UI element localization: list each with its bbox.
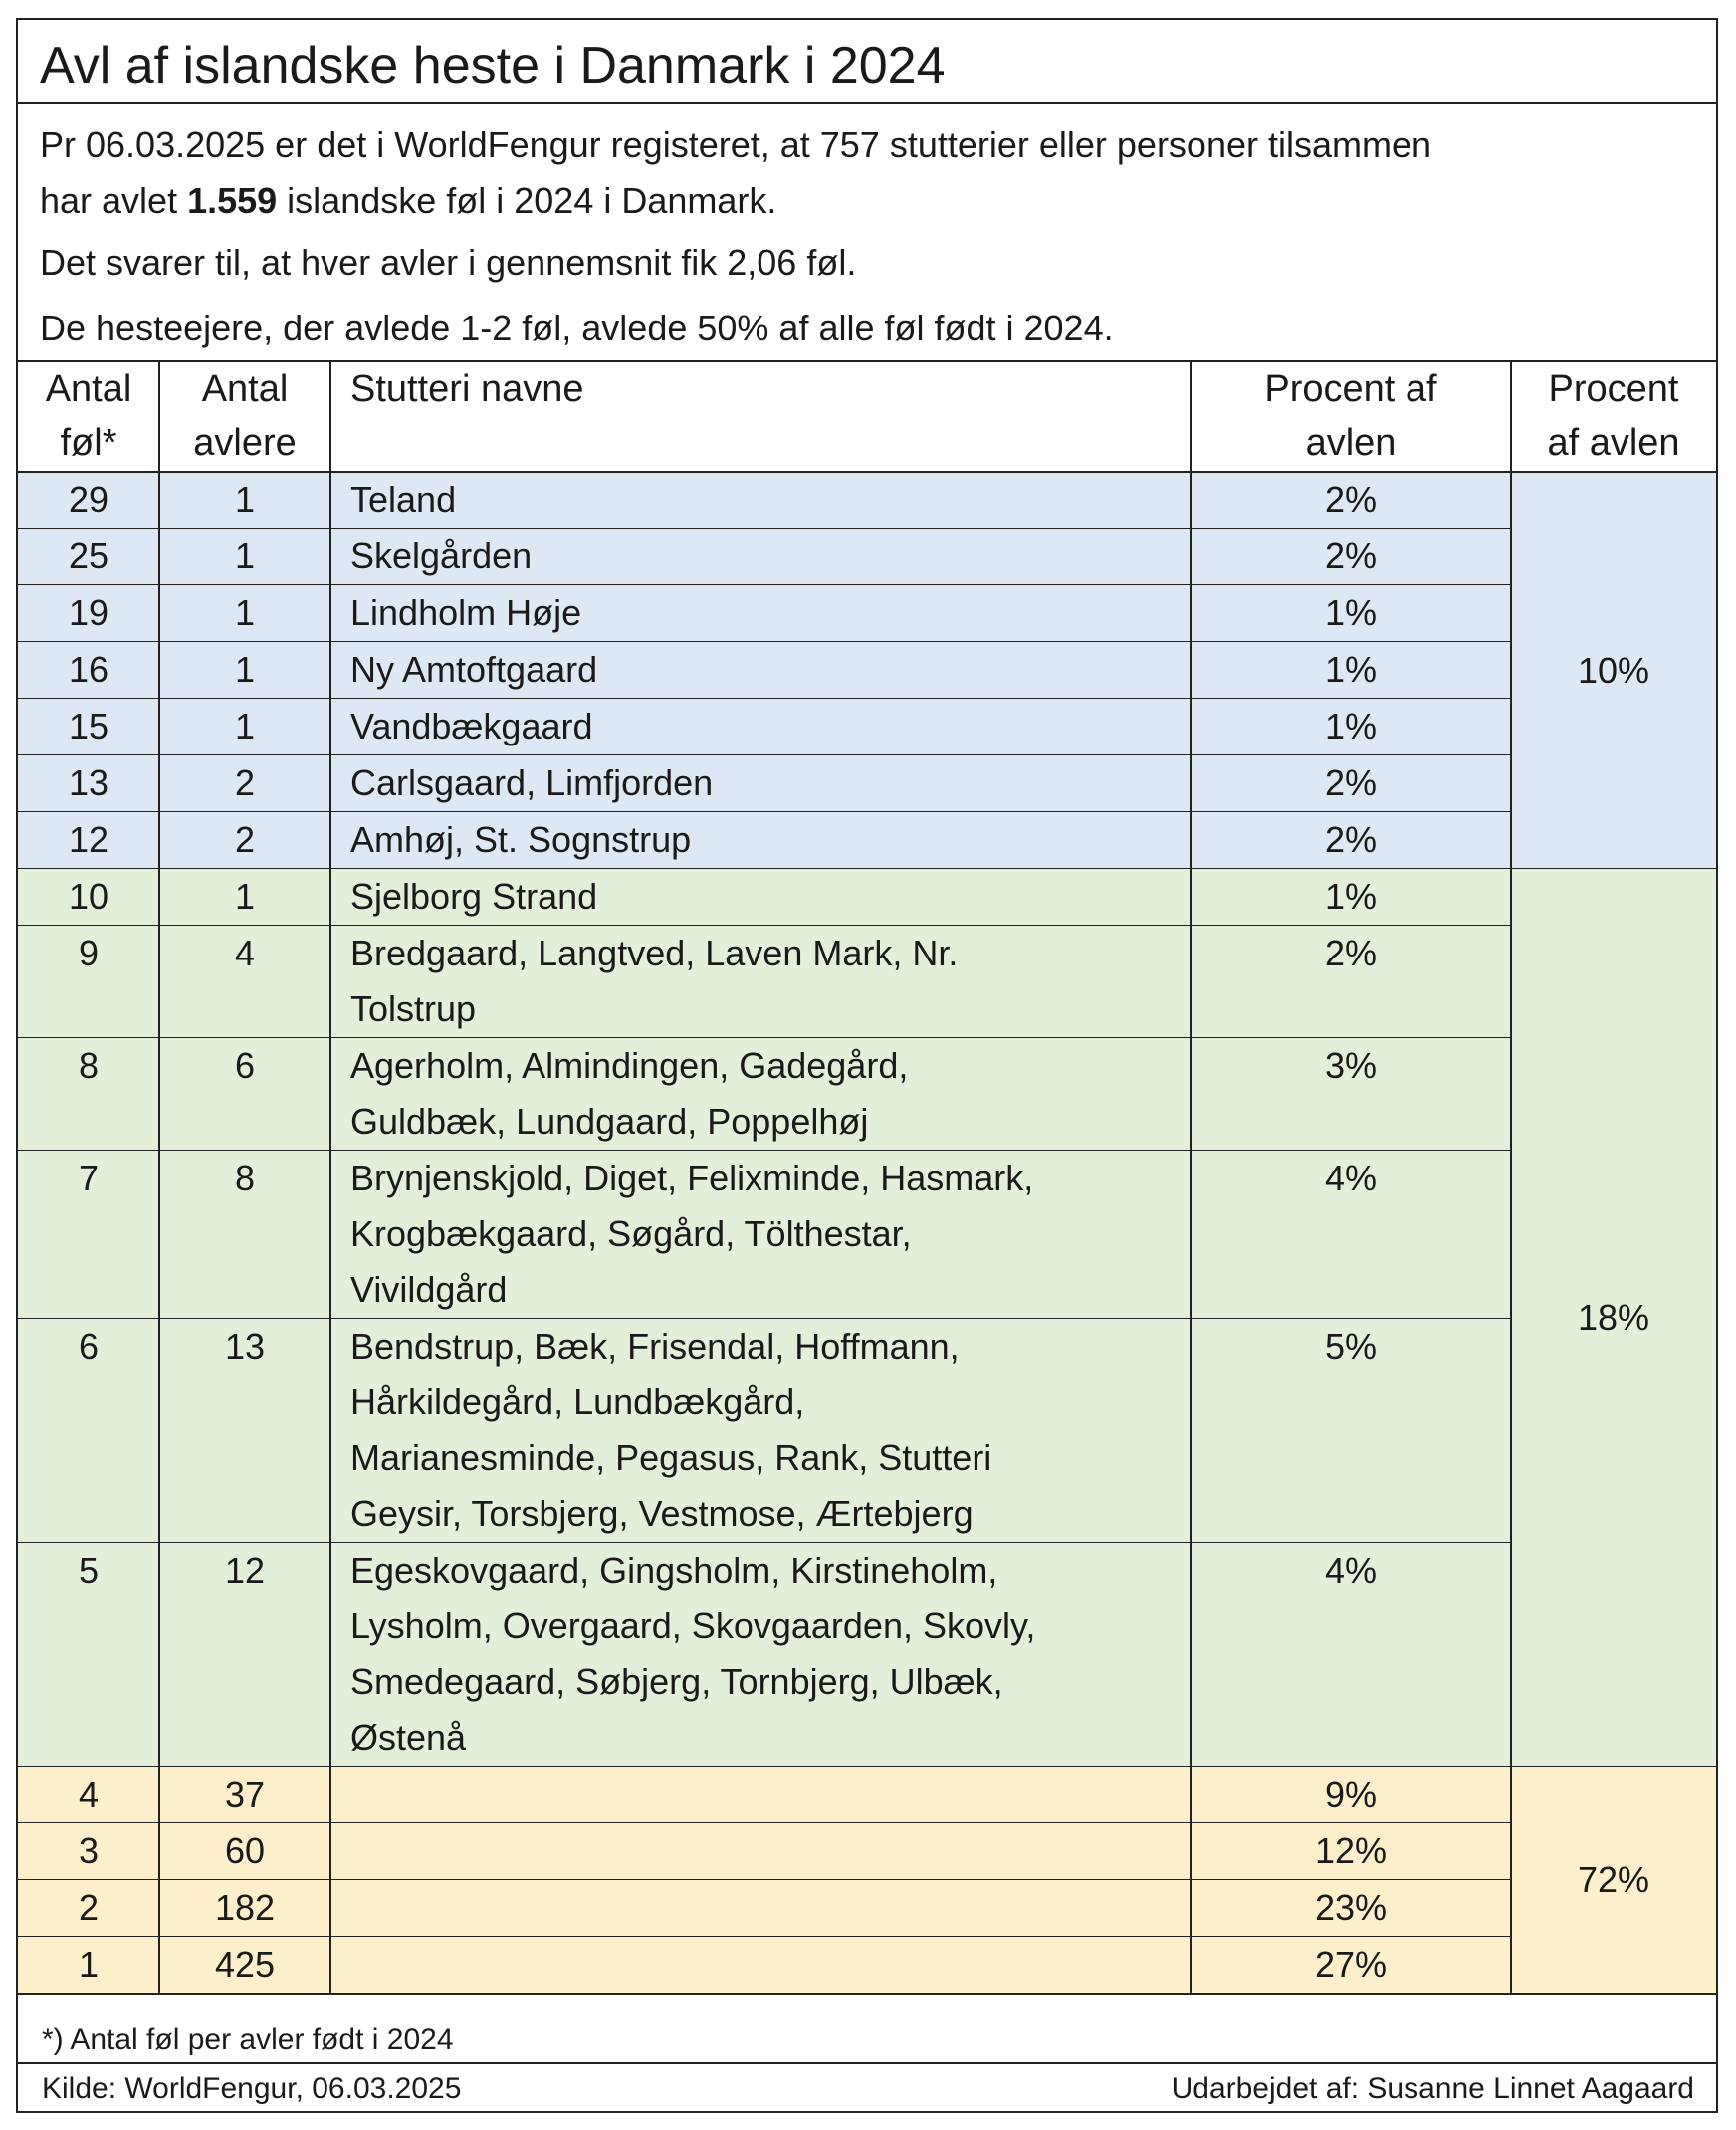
cell-procent: 3% — [1324, 1045, 1378, 1086]
intro-line-4: De hesteejere, der avlede 1-2 føl, avlede 50% af alle føl født i 2024. — [40, 308, 1114, 348]
cell-antal-fol: 15 — [68, 706, 109, 746]
header-antal-avlere: Antal avlere — [193, 368, 297, 464]
page-title: Avl af islandske heste i Danmark i 2024 — [40, 37, 946, 95]
cell-antal-fol: 12 — [68, 819, 109, 860]
cell-antal-fol: 2 — [78, 1887, 100, 1928]
cell-antal-avlere: 4 — [234, 933, 256, 973]
author-credit: Udarbejdet af: Susanne Linnet Aagaard — [1171, 2072, 1694, 2105]
cell-antal-avlere: 425 — [214, 1944, 276, 1985]
cell-procent: 27% — [1314, 1944, 1388, 1985]
cell-antal-avlere: 1 — [234, 876, 256, 917]
intro-line-2 — [40, 173, 776, 229]
cell-group-procent: 10% — [1577, 649, 1650, 691]
cell-antal-avlere: 182 — [214, 1887, 276, 1928]
column-divider — [1190, 360, 1192, 1994]
cell-antal-fol: 19 — [68, 592, 109, 633]
intro-line-1: Pr 06.03.2025 er det i WorldFengur registeret, at 757 stutterier eller personer tilsammen — [40, 124, 1432, 165]
cell-antal-avlere: 60 — [224, 1830, 266, 1871]
cell-procent: 2% — [1324, 479, 1378, 520]
cell-procent: 5% — [1324, 1326, 1378, 1367]
cell-antal-fol: 13 — [68, 762, 109, 803]
cell-stutteri-navne: Vandbækgaard — [350, 706, 593, 746]
cell-antal-fol: 9 — [78, 933, 100, 973]
cell-stutteri-navne: Bredgaard, Langtved, Laven Mark, Nr. Tolstrup — [350, 933, 959, 1029]
cell-procent: 4% — [1324, 1158, 1378, 1198]
cell-antal-fol: 16 — [68, 649, 109, 690]
cell-procent: 1% — [1324, 649, 1378, 690]
cell-procent: 1% — [1324, 876, 1378, 917]
cell-antal-fol: 29 — [68, 479, 109, 520]
cell-antal-fol: 25 — [68, 535, 109, 576]
table-top-border — [18, 360, 1716, 362]
cell-stutteri-navne: Ny Amtoftgaard — [350, 649, 598, 690]
cell-stutteri-navne: Agerholm, Almindingen, Gadegård, Guldbæk, Lundgaard, Poppelhøj — [350, 1045, 909, 1142]
cell-stutteri-navne: Egeskovgaard, Gingsholm, Kirstineholm, Lysholm, Overgaard, Skovgaarden, Skovly, Smedegaard, Søbjerg, Tornbjerg, Ulbæk, Østenå — [350, 1550, 1036, 1758]
header-divider — [18, 471, 1716, 473]
cell-procent: 1% — [1324, 706, 1378, 746]
cell-antal-avlere: 12 — [224, 1550, 266, 1591]
cell-group-procent: 18% — [1577, 1297, 1650, 1338]
cell-antal-fol: 7 — [78, 1158, 100, 1198]
document-page — [16, 18, 1718, 2113]
footnote: *) Antal føl per avler født i 2024 — [42, 2024, 454, 2056]
cell-procent: 4% — [1324, 1550, 1378, 1591]
cell-stutteri-navne: Skelgården — [350, 535, 533, 576]
cell-stutteri-navne: Sjelborg Strand — [350, 876, 598, 917]
intro-text: har avlet — [40, 180, 188, 221]
cell-antal-avlere: 1 — [234, 535, 256, 576]
cell-procent: 2% — [1324, 933, 1378, 973]
cell-antal-avlere: 8 — [234, 1158, 256, 1198]
header-stutteri-navne: Stutteri navne — [350, 368, 584, 410]
cell-stutteri-navne: Teland — [350, 479, 457, 520]
cell-stutteri-navne: Lindholm Høje — [350, 592, 582, 633]
column-divider — [1510, 360, 1512, 1994]
cell-antal-avlere: 37 — [224, 1774, 266, 1814]
source-credit: Kilde: WorldFengur, 06.03.2025 — [42, 2072, 462, 2105]
cell-antal-avlere: 1 — [234, 649, 256, 690]
cell-stutteri-navne: Bendstrup, Bæk, Frisendal, Hoffmann, Hårkildegård, Lundbækgård, Marianesminde, Pegasus, Rank, Stutteri Geysir, Torsbjerg, Vestmose, Ærtebjerg — [350, 1326, 992, 1534]
cell-antal-avlere: 2 — [234, 819, 256, 860]
intro-text: islandske føl i 2024 i Danmark. — [277, 180, 777, 221]
cell-group-procent: 72% — [1577, 1859, 1650, 1900]
intro-line-3: Det svarer til, at hver avler i gennemsnit fik 2,06 føl. — [40, 242, 857, 283]
cell-antal-fol: 1 — [78, 1944, 100, 1985]
cell-antal-avlere: 13 — [224, 1326, 266, 1367]
cell-stutteri-navne: Amhøj, St. Sognstrup — [350, 819, 692, 860]
cell-antal-avlere: 2 — [234, 762, 256, 803]
header-group-procent: Procent af avlen — [1547, 368, 1680, 464]
cell-antal-avlere: 1 — [234, 706, 256, 746]
cell-antal-fol: 10 — [68, 876, 109, 917]
divider — [18, 102, 1716, 104]
column-divider — [158, 360, 160, 1994]
cell-antal-avlere: 1 — [234, 479, 256, 520]
breeding-table — [18, 360, 1716, 1994]
cell-procent: 23% — [1314, 1887, 1388, 1928]
cell-antal-fol: 6 — [78, 1326, 100, 1367]
cell-procent: 2% — [1324, 819, 1378, 860]
cell-antal-fol: 3 — [78, 1830, 100, 1871]
cell-stutteri-navne: Carlsgaard, Limfjorden — [350, 762, 714, 803]
cell-procent: 1% — [1324, 592, 1378, 633]
cell-stutteri-navne: Brynjenskjold, Diget, Felixminde, Hasmark, Krogbækgaard, Søgård, Tölthestar, Vivildgård — [350, 1158, 1034, 1310]
cell-procent: 9% — [1324, 1774, 1378, 1814]
cell-procent: 2% — [1324, 762, 1378, 803]
header-antal-fol: Antal føl* — [45, 368, 132, 464]
cell-antal-avlere: 1 — [234, 592, 256, 633]
cell-antal-fol: 8 — [78, 1045, 100, 1086]
cell-antal-fol: 5 — [78, 1550, 100, 1591]
cell-antal-fol: 4 — [78, 1774, 100, 1814]
cell-antal-avlere: 6 — [234, 1045, 256, 1086]
cell-procent: 2% — [1324, 535, 1378, 576]
header-procent: Procent af avlen — [1264, 368, 1437, 464]
intro-total-foals: 1.559 — [187, 180, 278, 221]
cell-procent: 12% — [1314, 1830, 1388, 1871]
group-divider — [18, 1993, 1716, 1995]
divider — [18, 2062, 1716, 2064]
column-divider — [329, 360, 331, 1994]
